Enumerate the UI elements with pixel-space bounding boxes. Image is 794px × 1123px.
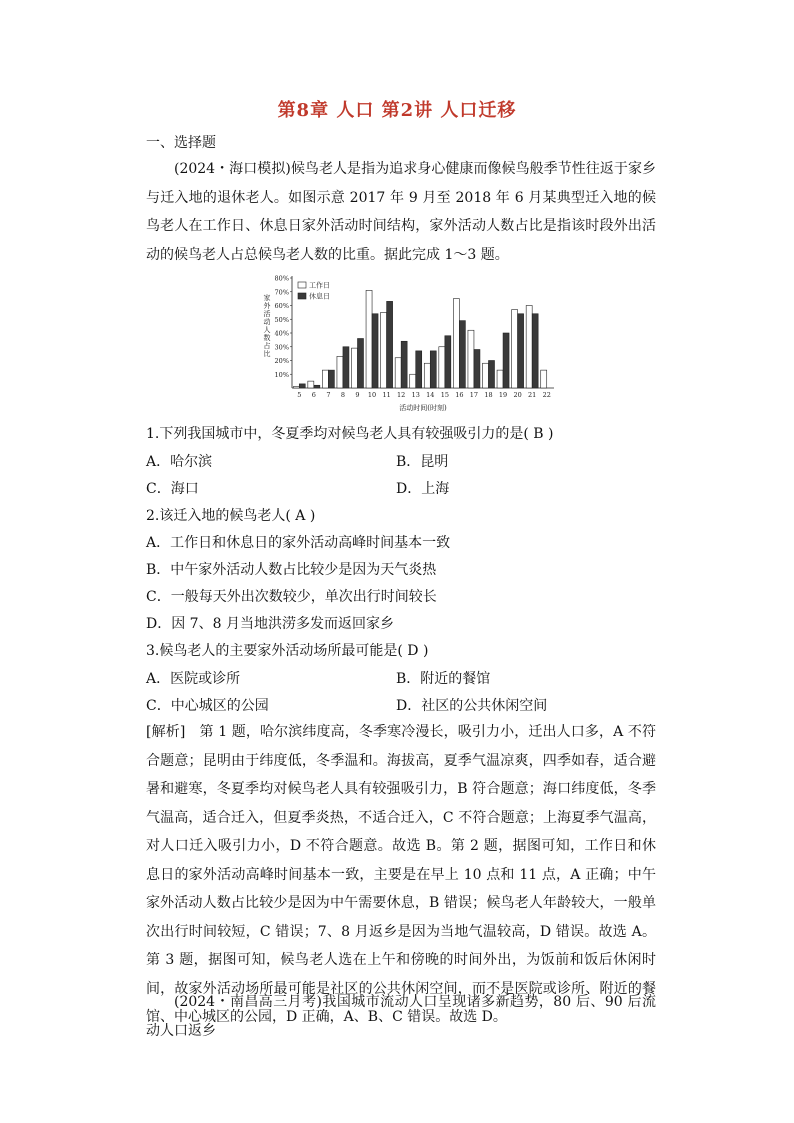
y-tick-label: 50%	[274, 315, 289, 324]
bar-workday	[352, 348, 358, 388]
question-1-option-d: D．上海	[396, 481, 450, 497]
bar-restday	[430, 351, 436, 388]
question-2-option-b: B．中午家外活动人数占比较少是因为天气炎热	[146, 562, 437, 578]
x-tick-label: 11	[382, 391, 391, 399]
question-3-option-d: D．社区的公共休闲空间	[396, 698, 548, 714]
legend-label-restday: 休息日	[309, 292, 330, 301]
intro-paragraph: (2024・海口模拟)候鸟老人是指为追求身心健康而像候鸟般季节性往返于家乡与迁入地的退休老人。如图示意 2017 年 9 月至 2018 年 6 月某典型迁入地的候鸟老人在工作日、休息日家外活动时间结构，家外活动人数占比是指该时段外出活动的候鸟老人占总候鸟老人数的比重。据此完成 1～3 题。	[146, 161, 656, 263]
bar-restday	[489, 361, 495, 389]
x-tick-label: 14	[426, 391, 435, 399]
question-3-option-a: A．医院或诊所	[146, 671, 241, 687]
question-1-stem: 1.下列我国城市中，冬夏季均对候鸟老人具有较强吸引力的是( B )	[146, 426, 554, 442]
question-2-option-d: D．因 7、8 月当地洪涝多发而返回家乡	[146, 616, 394, 632]
x-tick-label: 8	[340, 391, 346, 399]
question-3-stem: 3.候鸟老人的主要家外活动场所最可能是( D )	[146, 643, 429, 659]
bar-restday	[532, 314, 538, 388]
question-3-option-b: B．附近的餐馆	[396, 671, 491, 687]
x-tick-label: 13	[411, 391, 420, 399]
x-tick-label: 12	[397, 391, 406, 399]
y-axis-label-char: 动	[263, 318, 271, 326]
bar-workday	[526, 306, 532, 389]
section-heading: 一、选择题	[146, 135, 216, 151]
y-tick-label: 10%	[274, 370, 289, 379]
y-axis-label-char: 人	[263, 326, 271, 334]
bar-workday	[497, 370, 503, 388]
bar-workday	[439, 347, 445, 388]
next-intro-paragraph: (2024・南昌高三月考)我国城市流动人口呈现诸多新趋势，80 后、90 后流动人口返乡	[146, 994, 656, 1039]
bar-workday	[468, 330, 474, 388]
question-3-option-c: C．中心城区的公园	[146, 698, 269, 714]
bar-restday	[358, 339, 364, 389]
y-tick-label: 80%	[274, 274, 289, 283]
bar-restday	[372, 314, 378, 388]
y-tick-label: 20%	[274, 357, 289, 365]
y-tick-label: 60%	[274, 302, 289, 310]
x-tick-label: 18	[484, 391, 493, 399]
x-tick-label: 7	[326, 391, 331, 399]
bar-chart	[258, 270, 558, 420]
bar-restday	[416, 351, 422, 388]
x-tick-label: 5	[297, 391, 302, 399]
chart-svg	[258, 270, 558, 420]
x-tick-label: 9	[355, 391, 360, 399]
legend-swatch-workday	[298, 282, 306, 288]
bar-workday	[381, 312, 387, 388]
bar-workday	[453, 299, 459, 388]
question-1-option-a: A．哈尔滨	[146, 454, 213, 470]
bar-restday	[459, 321, 465, 388]
bar-restday	[314, 385, 320, 388]
x-tick-label: 22	[542, 391, 551, 399]
question-2-option-a: A．工作日和休息日的家外活动高峰时间基本一致	[146, 535, 451, 551]
y-tick-label: 40%	[274, 329, 289, 338]
legend-label-workday: 工作日	[309, 281, 330, 290]
legend-swatch-restday	[298, 293, 306, 299]
bar-workday	[293, 387, 299, 388]
x-tick-label: 6	[311, 391, 316, 399]
x-tick-label: 20	[513, 391, 522, 399]
bar-restday	[503, 333, 509, 388]
x-tick-label: 21	[528, 391, 537, 399]
question-1-option-b: B．昆明	[396, 454, 449, 470]
bar-workday	[308, 381, 314, 388]
question-1-option-c: C．海口	[146, 481, 199, 497]
x-tick-label: 10	[367, 391, 377, 399]
y-axis-label-char: 占	[263, 342, 271, 350]
bar-restday	[518, 314, 524, 388]
bar-restday	[343, 347, 349, 388]
bar-workday	[512, 310, 518, 388]
bar-workday	[337, 356, 343, 388]
page-title: 第8章 人口 第2讲 人口迁移	[277, 100, 517, 121]
analysis-paragraph: [解析] 第 1 题，哈尔滨纬度高，冬季寒冷漫长，吸引力小，迁出人口多，A 不符合题意；昆明由于纬度低，冬季温和。海拔高，夏季气温凉爽，四季如春，适合避暑和避寒，冬夏季均对候鸟老人具有较强吸引力，B 符合题意；海口纬度低，冬季气温高，适合迁入，但夏季炎热，不适合迁入，C 不符合题意；上海夏季气温高，对人口迁入吸引力小，D 不符合题意。故选 B。第 2 题，据图可知，工作日和休息日的家外活动高峰时间基本一致，主要是在早上 10 点和 11 点，A 正确；中午家外活动人数占比较少是因为中午需要休息，B 错误；候鸟老人年龄较大，一般单次出行时间较短，C 错误；7、8 月返乡是因为当地气温较高，D 错误。故选 A。第 3 题，据图可知，候鸟老人选在上午和傍晚的时间外出，为饭前和饭后休闲时间，故家外活动场所最可能是社区的公共休闲空间，而不是医院或诊所、附近的餐馆、中心城区的公园，D 正确，A、B、C 错误。故选 D。	[146, 724, 656, 1025]
bar-restday	[299, 384, 305, 388]
bar-restday	[401, 341, 407, 388]
bar-workday	[541, 370, 547, 388]
x-tick-label: 16	[455, 391, 464, 399]
y-axis-label-char: 数	[263, 334, 271, 342]
bar-restday	[387, 301, 393, 388]
x-tick-label: 17	[469, 391, 479, 399]
question-2-option-c: C．一般每天外出次数较少，单次出行时间较长	[146, 589, 437, 605]
y-tick-label: 70%	[274, 288, 289, 297]
y-tick-label: 30%	[274, 343, 289, 352]
bar-workday	[424, 363, 430, 388]
y-axis-label-char: 活	[263, 310, 271, 318]
y-axis-label-char: 家	[263, 294, 271, 302]
question-2-stem: 2.该迁入地的候鸟老人( A )	[146, 508, 316, 524]
bar-workday	[410, 374, 416, 388]
bar-workday	[395, 358, 401, 388]
bar-workday	[483, 363, 489, 388]
bar-restday	[445, 336, 451, 388]
bar-restday	[474, 350, 480, 389]
y-axis-label-char: 外	[263, 302, 271, 310]
bar-workday	[322, 370, 328, 388]
bar-workday	[366, 290, 372, 388]
y-axis-label-char: 比	[263, 350, 271, 358]
x-axis-label: 活动时间(时刻)	[399, 404, 447, 412]
x-tick-label: 19	[498, 391, 508, 399]
x-tick-label: 15	[440, 391, 449, 399]
bar-restday	[328, 370, 334, 388]
